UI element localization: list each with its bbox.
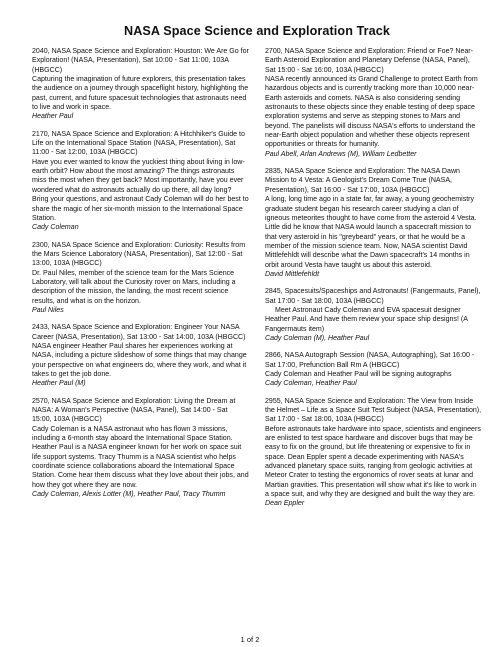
- entry-description: Dr. Paul Niles, member of the science team for the Mars Science Laboratory, will talk about the Curiosity rover on Mars, including a description of the mission, the landing, the most recent science results, and what is on the horizon.: [32, 269, 236, 305]
- program-entry: [265, 47, 482, 159]
- columns: [32, 47, 482, 517]
- entry-heading: 2170, NASA Space Science and Exploration: A Hitchhiker's Guide to Life on the International Space Station (NASA, Presentation), Sat 11:00 - Sat 12:00, 103A (HBGCC): [32, 130, 245, 157]
- page-number: 1 of 2: [240, 635, 260, 644]
- entry-participants: Cady Coleman: [32, 224, 79, 232]
- entry-participants: Heather Paul (M): [32, 380, 86, 388]
- entry-description: Meet Astronaut Cady Coleman and EVA spacesuit designer Heather Paul. And have them review your space ship designs! (A Fangermauts item): [265, 306, 468, 333]
- entry-participants: Cady Coleman, Alexis Lotter (M), Heather Paul, Tracy Thumm: [32, 491, 226, 499]
- program-entry: [265, 397, 482, 509]
- page-title: NASA Space Science and Exploration Track: [124, 24, 390, 38]
- program-entry: [265, 351, 482, 388]
- entry-description: NASA engineer Heather Paul shares her experiences working at NASA, including a picture slideshow of some things that may change your perspective on what engineers do, where they work, and what it takes to get the job done.: [32, 342, 247, 378]
- entry-participants: Cady Coleman (M), Heather Paul: [265, 334, 370, 342]
- entry-heading: 2040, NASA Space Science and Exploration: Houston: We Are Go for Exploration! (NASA, Presentation), Sat 10:00 - Sat 11:00, 103A (HBGCC): [32, 48, 249, 74]
- entry-description: Cady Coleman is a NASA astronaut who has flown 3 missions, including a 6-month stay aboard the International Space Station. Heather Paul is a NASA engineer known for her work on space suit life support systems. Tracy Thumm is a NASA scientist who helps coordinate science collaborations aboard the International Space Station. Come hear them discuss what they love about their jobs, and how they got where they are now.: [32, 425, 249, 489]
- program-entry: [32, 130, 249, 233]
- entry-description: Capturing the imagination of future explorers, this presentation takes the audience on a journey through spaceflight history, highlighting the past, current, and future spacesuit technologies that astronauts need to live and work in space.: [32, 76, 249, 112]
- entry-description: A long, long time ago in a state far, far away, a young geochemistry graduate student began his research career studying a clan of igneous meteorites thought to have come from the asteroid 4 Vesta. Little did he know that NASA would launch a spacecraft mission to that very asteroid in his "greybeard" years, or that he would be a member of the mission science team. Now, NASA scientist David Mittlefehldt will describe what the Dawn spacecraft's 14 months in orbit around Vesta have taught us about this asteroid.: [265, 196, 477, 269]
- program-entry: [32, 397, 249, 500]
- entry-participants: Heather Paul: [32, 113, 74, 121]
- entry-description: Have you ever wanted to know the yuckiest thing about living in low-earth orbit? How about the most amazing? The things astronauts miss the most when they get back? Most importantly, have you ever wondered what do astronauts actually do up there, all day long? Bring your questions, and astronaut Cady Coleman will do her best to share the magic of her six-month mission to the International Space Station.: [32, 158, 249, 222]
- entry-description: NASA recently announced its Grand Challenge to protect Earth from hazardous objects and is currently tracking more than 10,000 near-Earth asteroids and comets. NASA is also considering sending astronauts to these objects since they enable testing of deep space exploration systems and serve as stepping stones to Mars and beyond. The panelists will discuss NASA's efforts to understand the near-Earth object population and whether these objects represent opportunities or threats for humanity.: [265, 76, 478, 149]
- entry-participants: David Mittlefehldt: [265, 270, 320, 278]
- entry-heading: 2300, NASA Space Science and Exploration: Curiosity: Results from the Mars Science Laboratory (NASA, Presentation), Sat 12:00 - Sat 13:00, 103A (HBGCC): [32, 241, 246, 268]
- program-entry: [32, 241, 249, 316]
- entry-description: Before astronauts take hardware into space, scientists and engineers are enlisted to test space hardware and discover bugs that may be easy to fix on the ground, but life threatening or expensive to fix in space. Dean Eppler spent a decade experimenting with NASA's advanced planetary space suits, ranging from geologic activities at Meteor Crater to testing the ergonomics of rover seats at lunar and Martian gravities. This presentation will show what it's like to work in a space suit, and why they are designed and built the way they are.: [265, 425, 481, 499]
- entry-heading: 2845, Spacesuits/Spaceships and Astronauts! (Fangermauts, Panel), Sat 17:00 - Sat 18:00, 103A (HBGCC): [265, 288, 481, 305]
- program-entry: [265, 287, 482, 343]
- entry-participants: Paul Niles: [32, 306, 64, 314]
- entry-participants: Dean Eppler: [265, 500, 305, 508]
- entry-participants: Paul Abell, Arlan Andrews (M), William Ledbetter: [265, 150, 417, 158]
- right-column: [265, 47, 482, 517]
- entry-heading: 2835, NASA Space Science and Exploration: The NASA Dawn Mission to 4 Vesta: A Geologist's Dream Come True (NASA, Presentation), Sat 16:00 - Sat 17:00, 103A (HBGCC): [265, 168, 460, 194]
- left-column: [32, 47, 249, 517]
- entry-heading: 2866, NASA Autograph Session (NASA, Autographing), Sat 16:00 - Sat 17:00, Prefunction Ball Rm A (HBGCC): [265, 352, 475, 369]
- entry-heading: 2700, NASA Space Science and Exploration: Friend or Foe? Near-Earth Asteroid Exploration and Planetary Defense (NASA, Panel), Sat 15:00 - Sat 16:00, 103A (HBGCC): [265, 48, 473, 74]
- entry-heading: 2433, NASA Space Science and Exploration: Engineer Your NASA Career (NASA, Presentation), Sat 13:00 - Sat 14:00, 103A (HBGCC): [32, 324, 246, 341]
- program-entry: [265, 167, 482, 279]
- entry-heading: 2570, NASA Space Science and Exploration: Living the Dream at NASA: A Woman's Perspective (NASA, Panel), Sat 14:00 - Sat 15:00, 103A (HBGCC): [32, 397, 236, 424]
- program-entry: [32, 47, 249, 122]
- entry-heading: 2955, NASA Space Science and Exploration: The View from Inside the Helmet – Life as a Space Suit Test Subject (NASA, Presentation), Sat 17:00 - Sat 18:00, 103A (HBGCC): [265, 397, 482, 424]
- entry-participants: Cady Coleman, Heather Paul: [265, 380, 357, 388]
- program-entry: [32, 323, 249, 388]
- entry-description: Cady Coleman and Heather Paul will be signing autographs: [265, 371, 452, 378]
